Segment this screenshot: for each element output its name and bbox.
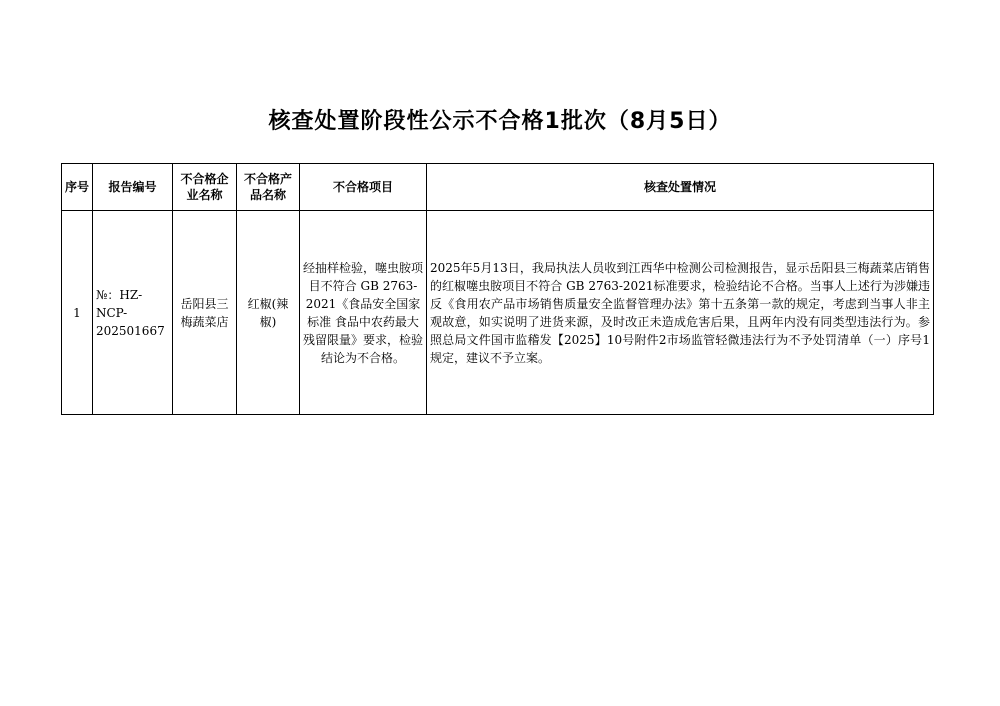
table-header-row: [62, 164, 934, 211]
header-seq: 序号: [62, 164, 93, 211]
table-row: [62, 211, 934, 415]
cell-report-no: №：HZ-NCP-202501667: [93, 211, 173, 415]
header-item: 不合格项目: [300, 164, 427, 211]
page-title: 核查处置阶段性公示不合格1批次（8月5日）: [268, 109, 732, 134]
header-product: 不合格产品名称: [237, 164, 300, 211]
cell-product: 红椒(辣椒): [237, 211, 300, 415]
cell-seq: 1: [62, 211, 93, 415]
cell-handling: 2025年5月13日，我局执法人员收到江西华中检测公司检测报告，显示岳阳县三梅蔬菜店销售的红椒噻虫胺项目不符合 GB 2763-2021标准要求，检验结论不合格。当事人上述行为涉嫌违反《食用农产品市场销售质量安全监督管理办法》第十五条第一款的规定，考虑到当事人非主观故意，如实说明了进货来源，及时改正未造成危害后果，且两年内没有同类型违法行为。参照总局文件国市监稽发【2025】10号附件2市场监管轻微违法行为不予处罚清单（一）序号1规定，建议不予立案。: [427, 211, 934, 415]
header-handling: 核查处置情况: [427, 164, 934, 211]
header-report-no: 报告编号: [93, 164, 173, 211]
header-company: 不合格企业名称: [173, 164, 237, 211]
disqualified-products-table: [61, 163, 934, 415]
cell-item: 经抽样检验，噻虫胺项目不符合 GB 2763-2021《食品安全国家标准 食品中农药最大残留限量》要求，检验结论为不合格。: [300, 211, 427, 415]
cell-company: 岳阳县三梅蔬菜店: [173, 211, 237, 415]
